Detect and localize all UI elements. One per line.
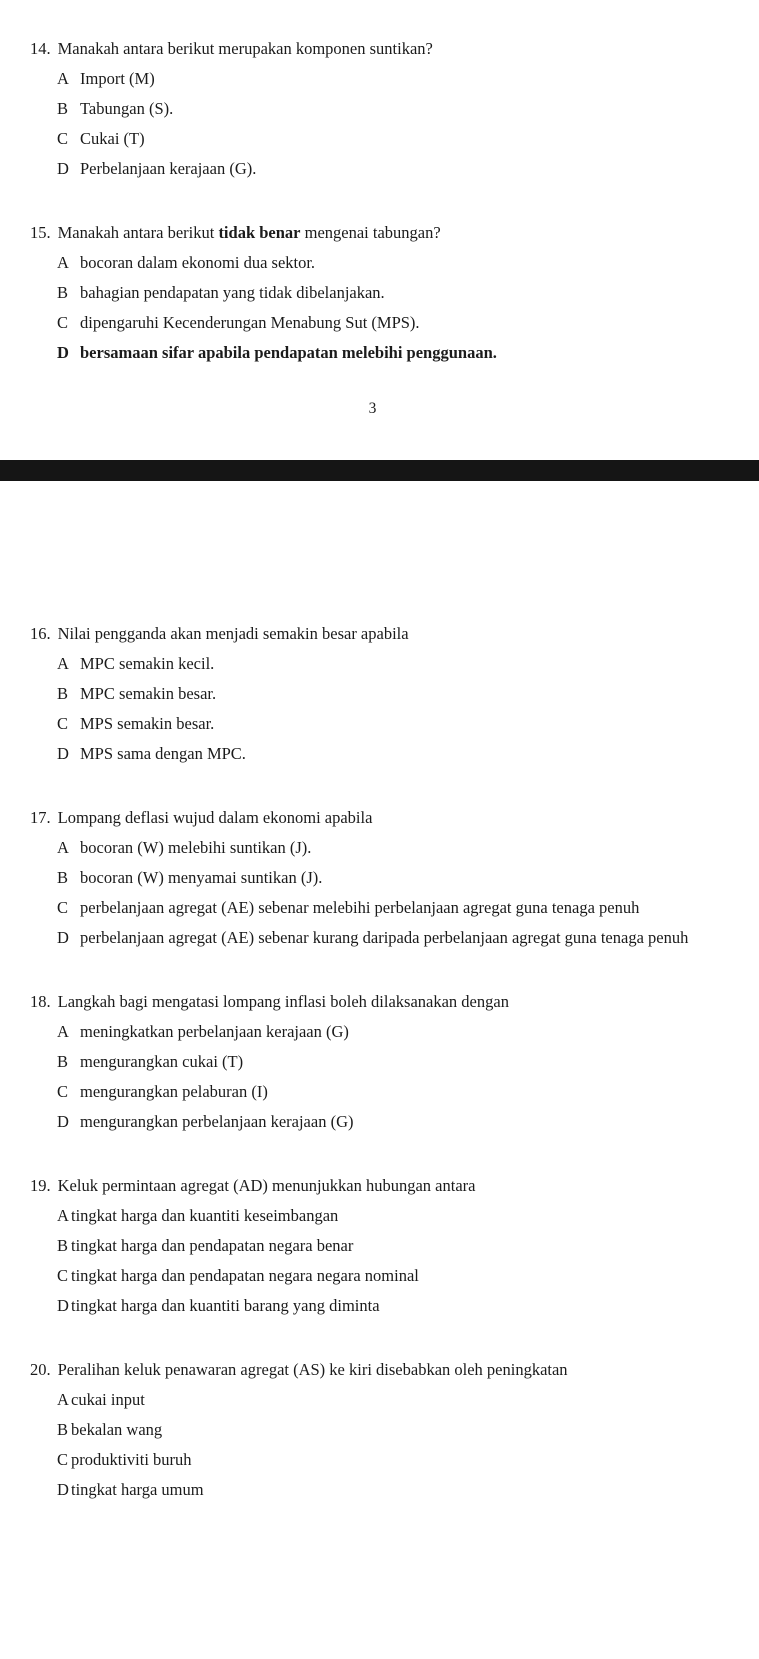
question-title: Lompang deflasi wujud dalam ekonomi apabila: [57, 808, 373, 827]
option-row: [57, 308, 715, 338]
option-letter: D: [57, 1112, 69, 1131]
option-letter: C: [57, 313, 69, 332]
question-title: Nilai pengganda akan menjadi semakin besar apabila: [57, 624, 409, 643]
option-text: tingkat harga dan kuantiti keseimbangan: [71, 1206, 339, 1225]
question-block-16: [30, 619, 715, 769]
question-text: [30, 218, 715, 248]
option-letter: B: [57, 684, 69, 703]
option-text: MPS sama dengan MPC.: [80, 744, 246, 763]
option-text: perbelanjaan agregat (AE) sebenar melebihi perbelanjaan agregat guna tenaga penuh: [80, 898, 640, 917]
question-block-18: [30, 987, 715, 1137]
option-text: mengurangkan pelaburan (I): [80, 1082, 268, 1101]
page-separator: [0, 460, 759, 481]
options-list: [30, 649, 715, 769]
question-block-17: [30, 803, 715, 953]
options-list: [30, 1201, 715, 1321]
option-row: [57, 1291, 715, 1321]
option-letter: B: [57, 868, 69, 887]
option-text: tingkat harga dan pendapatan negara benar: [71, 1236, 354, 1255]
option-letter: A: [57, 1206, 69, 1225]
options-list: [30, 64, 715, 184]
question-title: Peralihan keluk penawaran agregat (AS) ke kiri disebabkan oleh peningkatan: [57, 1360, 568, 1379]
question-number: 15.: [30, 223, 51, 242]
question-text: [30, 987, 715, 1017]
option-row: [57, 709, 715, 739]
question-number: 18.: [30, 992, 51, 1011]
question-number: 17.: [30, 808, 51, 827]
options-list: [30, 1017, 715, 1137]
option-letter: B: [57, 1052, 69, 1071]
question-number: 14.: [30, 39, 51, 58]
question-title: Manakah antara berikut merupakan komponen suntikan?: [57, 39, 433, 58]
option-row: [57, 1445, 715, 1475]
option-row: [57, 248, 715, 278]
option-letter: D: [57, 343, 69, 362]
option-row: [57, 278, 715, 308]
question-text: [30, 34, 715, 64]
option-letter: C: [57, 898, 69, 917]
option-letter: B: [57, 283, 69, 302]
question-block-20: [30, 1355, 715, 1505]
option-row: [57, 1107, 715, 1137]
option-text: cukai input: [71, 1390, 145, 1409]
question-title-post: mengenai tabungan?: [300, 223, 441, 242]
question-text: [30, 1171, 715, 1201]
option-text: tingkat harga dan pendapatan negara negara nominal: [71, 1266, 419, 1285]
option-letter: A: [57, 838, 69, 857]
question-number: 19.: [30, 1176, 51, 1195]
option-letter: D: [57, 159, 69, 178]
option-text: tingkat harga dan kuantiti barang yang diminta: [71, 1296, 380, 1315]
option-row: [57, 1475, 715, 1505]
option-text: MPC semakin kecil.: [80, 654, 215, 673]
option-row: [57, 1415, 715, 1445]
option-text: mengurangkan perbelanjaan kerajaan (G): [80, 1112, 354, 1131]
option-text: Tabungan (S).: [80, 99, 174, 118]
option-letter: C: [57, 1450, 69, 1469]
option-row: [57, 1231, 715, 1261]
option-text: Perbelanjaan kerajaan (G).: [80, 159, 257, 178]
option-letter: D: [57, 1296, 69, 1315]
options-list: [30, 248, 715, 368]
option-text: produktiviti buruh: [71, 1450, 192, 1469]
option-letter: B: [57, 1236, 69, 1255]
option-text: perbelanjaan agregat (AE) sebenar kurang daripada perbelanjaan agregat guna tenaga penuh: [80, 928, 689, 947]
option-text: bocoran dalam ekonomi dua sektor.: [80, 253, 316, 272]
question-title-pre: Manakah antara berikut: [57, 223, 219, 242]
option-letter: A: [57, 1022, 69, 1041]
option-row: [57, 923, 715, 953]
question-block-19: [30, 1171, 715, 1321]
question-text: [30, 803, 715, 833]
option-letter: C: [57, 1266, 69, 1285]
question-title: Langkah bagi mengatasi lompang inflasi boleh dilaksanakan dengan: [57, 992, 509, 1011]
option-text: bahagian pendapatan yang tidak dibelanjakan.: [80, 283, 385, 302]
option-text: Cukai (T): [80, 129, 145, 148]
option-row: [57, 833, 715, 863]
question-block-14: [30, 34, 715, 184]
option-text: dipengaruhi Kecenderungan Menabung Sut (MPS).: [80, 313, 420, 332]
exam-page-2: [0, 481, 759, 1625]
options-list: [30, 1385, 715, 1505]
option-letter: B: [57, 99, 69, 118]
question-number: 16.: [30, 624, 51, 643]
option-letter: A: [57, 1390, 69, 1409]
option-letter: D: [57, 744, 69, 763]
question-block-15: [30, 218, 715, 368]
option-letter: A: [57, 253, 69, 272]
option-row: [57, 739, 715, 769]
question-text: [30, 619, 715, 649]
option-row: [57, 154, 715, 184]
option-row: [57, 679, 715, 709]
page-number: 3: [368, 400, 377, 417]
option-row: [57, 1077, 715, 1107]
option-row: [57, 338, 715, 368]
option-row: [57, 863, 715, 893]
options-list: [30, 833, 715, 953]
option-text: tingkat harga umum: [71, 1480, 204, 1499]
option-row: [57, 649, 715, 679]
exam-page-1: [0, 0, 759, 460]
option-text: Import (M): [80, 69, 155, 88]
option-text: bersamaan sifar apabila pendapatan melebihi penggunaan.: [80, 343, 497, 362]
option-text: bocoran (W) menyamai suntikan (J).: [80, 868, 323, 887]
option-row: [57, 124, 715, 154]
option-row: [57, 1047, 715, 1077]
option-text: meningkatkan perbelanjaan kerajaan (G): [80, 1022, 349, 1041]
option-letter: C: [57, 714, 69, 733]
option-letter: C: [57, 129, 69, 148]
question-text: [30, 1355, 715, 1385]
option-text: bocoran (W) melebihi suntikan (J).: [80, 838, 312, 857]
option-text: mengurangkan cukai (T): [80, 1052, 244, 1071]
option-row: [57, 64, 715, 94]
option-text: bekalan wang: [71, 1420, 163, 1439]
option-letter: D: [57, 928, 69, 947]
option-letter: A: [57, 654, 69, 673]
option-text: MPC semakin besar.: [80, 684, 217, 703]
option-row: [57, 893, 715, 923]
option-letter: B: [57, 1420, 69, 1439]
option-row: [57, 1201, 715, 1231]
option-letter: A: [57, 69, 69, 88]
question-title: Keluk permintaan agregat (AD) menunjukkan hubungan antara: [57, 1176, 476, 1195]
option-text: MPS semakin besar.: [80, 714, 215, 733]
option-row: [57, 94, 715, 124]
option-letter: C: [57, 1082, 69, 1101]
question-number: 20.: [30, 1360, 51, 1379]
question-title-bold: tidak benar: [218, 223, 301, 242]
option-row: [57, 1017, 715, 1047]
option-row: [57, 1261, 715, 1291]
option-letter: D: [57, 1480, 69, 1499]
option-row: [57, 1385, 715, 1415]
